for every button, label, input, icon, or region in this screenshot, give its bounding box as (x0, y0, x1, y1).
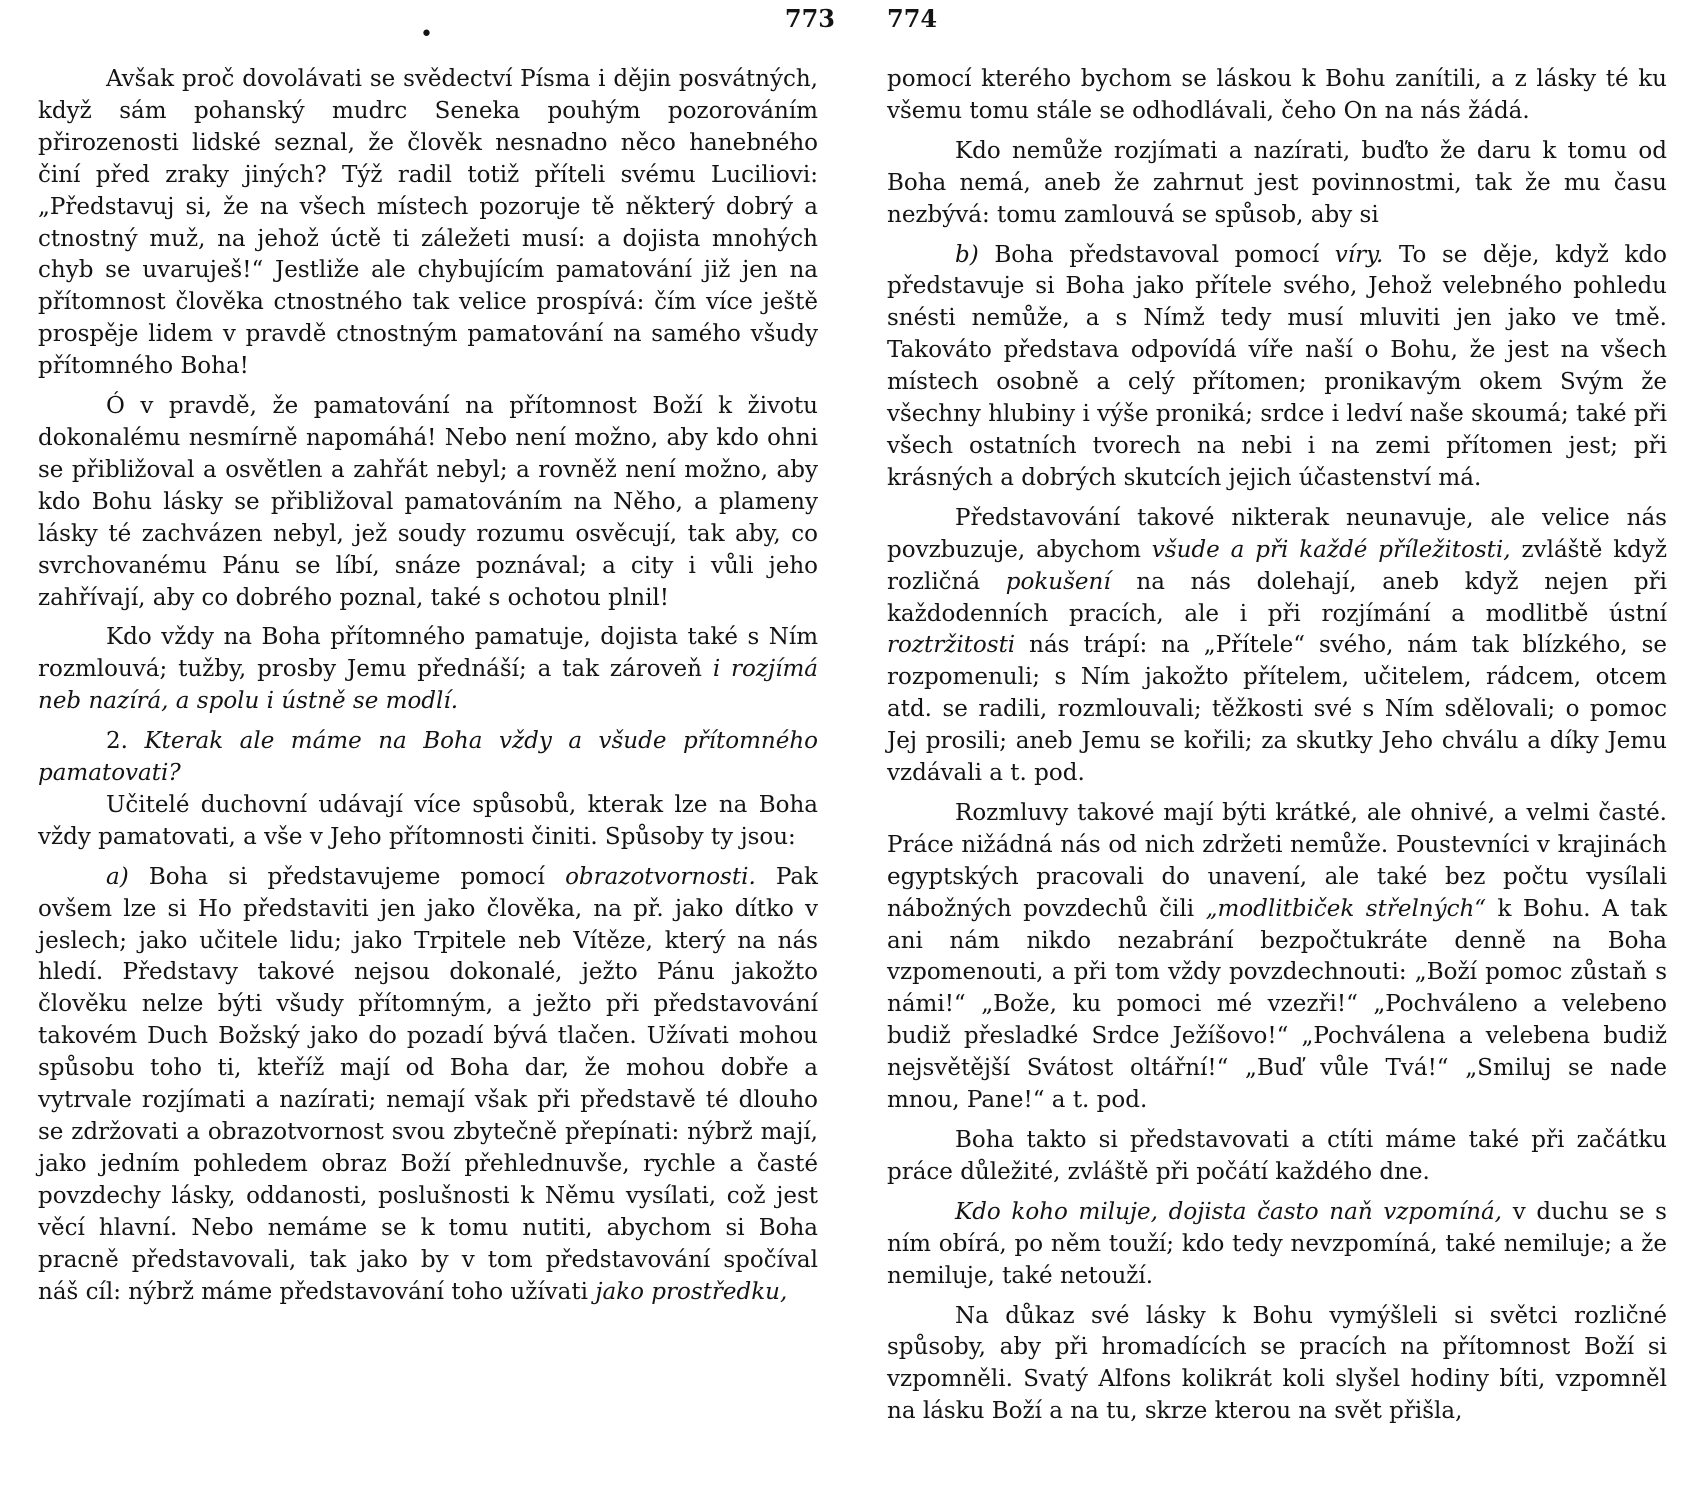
page-number: 774 (887, 4, 938, 33)
paragraph-text: k Bohu. A tak ani nám nikdo nezabrání bezpočtukráte denně na Boha vzpomenouti, a při tom vždy povzdechnouti: „Boží pomoc zůstaň s námi!“ „Bože, ku pomoci mé vzezři!“ „Pochváleno a velebeno budiž přesladké Srdce Ježíšovo!“ „Pochválena a velebena budiž nejsvětější Svátost oltářní!“ „Buď vůle Tvá!“ „Smiluj se nade mnou, Pane!“ a t. pod. (887, 895, 1668, 1114)
text-column (38, 64, 818, 1316)
paragraph-text: To se děje, když kdo představuje si Boha jako přítele svého, Jehož velebného pohledu snésti nemůže, a s Nímž tedy musí mluviti jen jako ve tmě. Takováto představa odpovídá víře naší o Bohu, že jest na všech místech osobně a celý přítomen; pronikavým okem Svým že všechny hlubiny i výše proniká; srdce i ledví naše skoumá; také při všech ostatních tvorech na nebi i na zemi přítomen jest; při krásných a dobrých skutcích jejich účastenství má. (887, 241, 1668, 491)
paragraph (887, 1197, 1667, 1293)
paragraph-text: zvláště když rozličná (887, 536, 1667, 595)
page-number: 773 (784, 4, 835, 33)
paragraph-text: Představování takové nikterak neunavuje, ale velice nás povzbuzuje, abychom (887, 504, 1667, 563)
emphasis-text: všude a při každé příležitosti, (1151, 536, 1511, 563)
section-question: Kterak ale máme na Boha vždy a všude přítomného pamatovati? (38, 728, 819, 787)
paragraph (887, 240, 1667, 495)
paragraph (887, 798, 1667, 1117)
paragraph: Kdo nemůže rozjímati a nazírati, buďto že daru k tomu od Boha nemá, aneb že zahrnut jest povinnostmi, tak že mu času nezbývá: tomu zamlouvá se spůsob, aby si (887, 137, 1667, 228)
paragraph-text: Boha si představujeme pomocí (148, 863, 545, 890)
paragraph (38, 862, 818, 1309)
paragraph: pomocí kterého bychom se láskou k Bohu zanítili, a z lásky té ku všemu tomu stále se odhodlávali, čeho On na nás žádá. (887, 66, 1667, 124)
emphasis-text: „modlitbiček střelných“ (1205, 895, 1487, 922)
emphasis-text: obrazotvornosti. (565, 863, 756, 890)
paragraph: Ó v pravdě, že pamatování na přítomnost Boží k životu dokonalému nesmírně napomáhá! Nebo není možno, aby kdo ohni se přibližoval a osvětlen a zahřát nebyl; a rovněž není možno, aby kdo Bohu lásky se přibližoval pamatováním na Něho, a plameny lásky té zachvázen nebyl, jež soudy rozumu osvěcují, tak aby, co svrchovanému Pánu se líbí, snáze poznával; a city i vůli jeho zahřívají, aby co dobrého poznal, také s ochotou plnil! (38, 393, 818, 611)
paragraph: Učitelé duchovní udávají více spůsobů, kterak lze na Boha vždy pamatovati, a vše v Jeho přítomnosti činiti. Spůsoby ty jsou: (38, 791, 818, 850)
emphasis-text: roztržitosti (887, 632, 1016, 659)
paragraph-text: Pak ovšem lze si Ho představiti jen jako člověka, na př. jako dítko v jeslech; jako učitele lidu; jako Trpitele neb Vítěze, který na nás hledí. Představy takové nejsou dokonalé, ježto Pánu jakožto člověku nelze býti všudy přítomným, a ježto při představování takovém Duch Božský jako do pozadí bývá tlačen. Užívati mohou spůsobu toho ti, kteříž mají od Boha dar, že mohou dobře a vytrvale rozjímati a nazírati; nemají však při představě té dlouho se zdržovati a obrazotvornost svou zbytečně přepínati: nýbrž mají, jako jedním pohledem obraz Boží přehlednuvše, rychle a časté povzdechy lásky, oddanosti, poslušnosti k Němu vysílati, což jest věcí hlavní. Nebo nemáme se k tomu nutiti, abychom si Boha pracně představovali, tak jako by v tom představování spočíval náš cíl: nýbrž máme představování toho užívati (38, 863, 818, 1305)
paragraph (887, 503, 1667, 790)
paragraph-text: na nás dolehají, aneb když nejen při každodenních pracích, ale i při rozjímání a modlitbě ústní (887, 568, 1667, 627)
emphasis-text: i rozjímá neb nazírá, a spolu i ústně se modlí. (38, 656, 818, 715)
paragraph-text: Rozmluvy takové mají býti krátké, ale ohnivé, a velmi časté. Práce nižádná nás od nich zdržeti nemůže. Poustevníci v krajinách egyptských pracovali do unavení, ale také bez počtu vysílali nábožných povzdechů čili (887, 799, 1667, 922)
right-page (845, 0, 1690, 1500)
paragraph-text: v duchu se s ním obírá, po něm touží; kdo tedy nevzpomíná, také nemiluje; a že nemiluje, také netouží. (887, 1198, 1667, 1289)
paragraph-text: nás trápí: na „Přítele“ svého, nám tak blízkého, se rozpomenuli; s Ním jakožto přítelem, učitelem, rádcem, otcem atd. se radili, rozmlouvali; těžkosti své s Ním sdělovali; o pomoc Jej prosili; aneb Jemu se kořili; za skutky Jeho chválu a díky Jemu vzdávali a t. pod. (887, 632, 1667, 787)
section-heading (38, 726, 818, 790)
text-column (887, 64, 1667, 1436)
emphasis-text: víry. (1334, 241, 1384, 268)
emphasis-text: Kdo koho miluje, dojista často naň vzpomíná, (955, 1198, 1502, 1225)
paragraph-text: Kdo vždy na Boha přítomného pamatuje, dojista také s Ním rozmlouvá; tužby, prosby Jemu přednáší; a tak zároveň (38, 624, 818, 683)
section-number: 2. (106, 728, 128, 755)
printer-mark: • (420, 22, 433, 47)
emphasis-text: jako prostředku, (595, 1278, 788, 1305)
paragraph: Na důkaz své lásky k Bohu vymýšleli si světci rozličné spůsoby, aby při hromadících se pracích na přítomnost Boží si vzpomněli. Svatý Alfons kolikrát koli slyšel hodiny bíti, vzpomněl na lásku Boží a na tu, skrze kterou na svět přišla, (887, 1302, 1667, 1425)
emphasis-text: pokušení (1005, 568, 1111, 595)
item-label: a) (106, 863, 129, 890)
paragraph-text: Boha představoval pomocí (994, 241, 1320, 268)
paragraph: Boha takto si představovati a ctíti máme také při začátku práce důležité, zvláště při počátí každého dne. (887, 1127, 1667, 1185)
paragraph (38, 622, 818, 718)
item-label: b) (955, 241, 979, 268)
paragraph: Avšak proč dovolávati se svědectví Písma i dějin posvátných, když sám pohanský mudrc Seneka pouhým pozorováním přirozenosti lidské seznal, že člověk nesnadno něco hanebného činí před zraky jiných? Týž radil totiž příteli svému Luciliovi: „Představuj si, že na všech místech pozoruje tě některý dobrý a ctnostný muž, na jehož úctě ti záležeti musí: a dojista mnohých chyb se uvaruješ!“ Jestliže ale chybujícím pamatování již jen na přítomnost člověka ctnostného tak velice prospívá: čím více ještě prospěje lidem v pravdě ctnostným pamatování na samého všudy přítomného Boha! (38, 66, 818, 380)
